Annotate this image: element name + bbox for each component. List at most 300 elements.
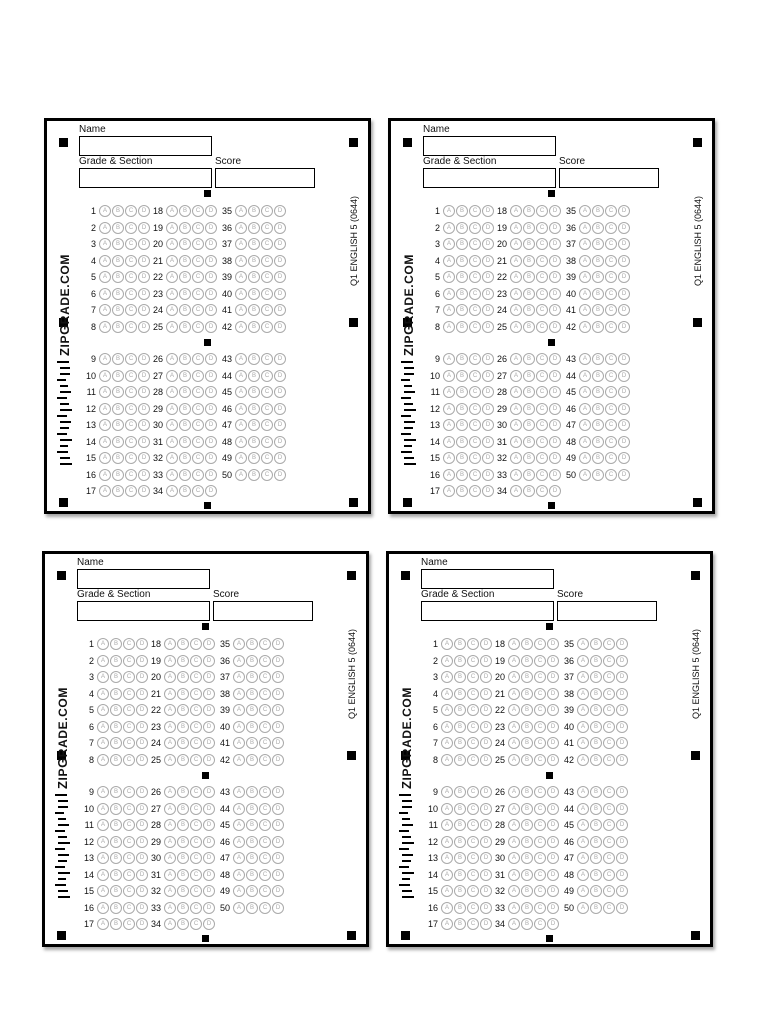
answer-bubble-b[interactable]: B <box>110 918 122 930</box>
answer-bubble-a[interactable]: A <box>97 869 109 881</box>
answer-bubble-c[interactable]: C <box>259 671 271 683</box>
answer-bubble-d[interactable]: D <box>138 452 150 464</box>
answer-bubble-a[interactable]: A <box>441 737 453 749</box>
answer-bubble-b[interactable]: B <box>456 321 468 333</box>
answer-bubble-a[interactable]: A <box>579 419 591 431</box>
answer-bubble-c[interactable]: C <box>534 655 546 667</box>
answer-bubble-c[interactable]: C <box>192 386 204 398</box>
answer-bubble-a[interactable]: A <box>443 288 455 300</box>
answer-bubble-a[interactable]: A <box>577 869 589 881</box>
answer-bubble-c[interactable]: C <box>603 754 615 766</box>
answer-bubble-b[interactable]: B <box>177 655 189 667</box>
answer-bubble-c[interactable]: C <box>467 885 479 897</box>
answer-bubble-c[interactable]: C <box>469 452 481 464</box>
answer-bubble-c[interactable]: C <box>261 469 273 481</box>
answer-bubble-c[interactable]: C <box>192 436 204 448</box>
answer-bubble-a[interactable]: A <box>164 704 176 716</box>
answer-bubble-b[interactable]: B <box>521 869 533 881</box>
answer-bubble-a[interactable]: A <box>441 671 453 683</box>
answer-bubble-c[interactable]: C <box>469 304 481 316</box>
answer-bubble-a[interactable]: A <box>233 852 245 864</box>
answer-bubble-b[interactable]: B <box>456 419 468 431</box>
answer-bubble-d[interactable]: D <box>480 737 492 749</box>
answer-bubble-b[interactable]: B <box>454 902 466 914</box>
answer-bubble-a[interactable]: A <box>577 704 589 716</box>
answer-bubble-d[interactable]: D <box>549 271 561 283</box>
answer-bubble-d[interactable]: D <box>480 885 492 897</box>
answer-bubble-d[interactable]: D <box>547 737 559 749</box>
answer-bubble-d[interactable]: D <box>274 419 286 431</box>
answer-bubble-c[interactable]: C <box>123 869 135 881</box>
answer-bubble-a[interactable]: A <box>235 452 247 464</box>
answer-bubble-d[interactable]: D <box>547 803 559 815</box>
answer-bubble-b[interactable]: B <box>521 852 533 864</box>
answer-bubble-a[interactable]: A <box>97 786 109 798</box>
answer-bubble-c[interactable]: C <box>190 885 202 897</box>
answer-bubble-a[interactable]: A <box>510 436 522 448</box>
answer-bubble-c[interactable]: C <box>261 321 273 333</box>
answer-bubble-c[interactable]: C <box>125 436 137 448</box>
answer-bubble-d[interactable]: D <box>138 288 150 300</box>
answer-bubble-a[interactable]: A <box>233 885 245 897</box>
answer-bubble-b[interactable]: B <box>456 271 468 283</box>
answer-bubble-b[interactable]: B <box>590 836 602 848</box>
answer-bubble-a[interactable]: A <box>233 688 245 700</box>
answer-bubble-d[interactable]: D <box>274 436 286 448</box>
answer-bubble-c[interactable]: C <box>192 321 204 333</box>
answer-bubble-c[interactable]: C <box>190 638 202 650</box>
answer-bubble-b[interactable]: B <box>456 469 468 481</box>
answer-bubble-c[interactable]: C <box>469 419 481 431</box>
answer-bubble-c[interactable]: C <box>192 370 204 382</box>
answer-bubble-b[interactable]: B <box>248 288 260 300</box>
answer-bubble-c[interactable]: C <box>603 803 615 815</box>
answer-bubble-d[interactable]: D <box>274 370 286 382</box>
answer-bubble-c[interactable]: C <box>467 737 479 749</box>
answer-bubble-a[interactable]: A <box>443 255 455 267</box>
answer-bubble-c[interactable]: C <box>605 271 617 283</box>
answer-bubble-a[interactable]: A <box>166 288 178 300</box>
answer-bubble-b[interactable]: B <box>246 786 258 798</box>
answer-bubble-a[interactable]: A <box>441 885 453 897</box>
answer-bubble-c[interactable]: C <box>190 688 202 700</box>
answer-bubble-b[interactable]: B <box>456 353 468 365</box>
answer-bubble-d[interactable]: D <box>272 786 284 798</box>
answer-bubble-b[interactable]: B <box>521 704 533 716</box>
answer-bubble-b[interactable]: B <box>112 452 124 464</box>
answer-bubble-b[interactable]: B <box>248 222 260 234</box>
answer-bubble-c[interactable]: C <box>123 786 135 798</box>
answer-bubble-c[interactable]: C <box>467 671 479 683</box>
answer-bubble-d[interactable]: D <box>549 485 561 497</box>
answer-bubble-c[interactable]: C <box>192 238 204 250</box>
answer-bubble-c[interactable]: C <box>605 419 617 431</box>
answer-bubble-d[interactable]: D <box>549 386 561 398</box>
answer-bubble-a[interactable]: A <box>508 655 520 667</box>
answer-bubble-a[interactable]: A <box>235 205 247 217</box>
answer-bubble-d[interactable]: D <box>138 419 150 431</box>
answer-bubble-b[interactable]: B <box>179 288 191 300</box>
answer-bubble-c[interactable]: C <box>192 452 204 464</box>
answer-bubble-c[interactable]: C <box>467 786 479 798</box>
answer-bubble-c[interactable]: C <box>603 852 615 864</box>
answer-bubble-d[interactable]: D <box>274 304 286 316</box>
answer-bubble-c[interactable]: C <box>603 671 615 683</box>
answer-bubble-b[interactable]: B <box>110 786 122 798</box>
answer-bubble-b[interactable]: B <box>523 370 535 382</box>
answer-bubble-a[interactable]: A <box>235 436 247 448</box>
answer-bubble-b[interactable]: B <box>521 803 533 815</box>
answer-bubble-d[interactable]: D <box>482 304 494 316</box>
answer-bubble-a[interactable]: A <box>579 205 591 217</box>
answer-bubble-a[interactable]: A <box>233 869 245 881</box>
answer-bubble-d[interactable]: D <box>203 885 215 897</box>
answer-bubble-b[interactable]: B <box>521 737 533 749</box>
answer-bubble-a[interactable]: A <box>166 304 178 316</box>
answer-bubble-c[interactable]: C <box>536 469 548 481</box>
answer-bubble-c[interactable]: C <box>123 902 135 914</box>
answer-bubble-b[interactable]: B <box>179 353 191 365</box>
answer-bubble-d[interactable]: D <box>203 704 215 716</box>
answer-bubble-d[interactable]: D <box>547 638 559 650</box>
answer-bubble-a[interactable]: A <box>441 688 453 700</box>
grade-section-field[interactable] <box>79 168 212 188</box>
answer-bubble-b[interactable]: B <box>112 370 124 382</box>
answer-bubble-b[interactable]: B <box>110 704 122 716</box>
answer-bubble-d[interactable]: D <box>272 836 284 848</box>
answer-bubble-b[interactable]: B <box>456 403 468 415</box>
answer-bubble-d[interactable]: D <box>138 238 150 250</box>
answer-bubble-d[interactable]: D <box>138 370 150 382</box>
answer-bubble-a[interactable]: A <box>577 754 589 766</box>
answer-bubble-a[interactable]: A <box>164 786 176 798</box>
answer-bubble-d[interactable]: D <box>618 353 630 365</box>
answer-bubble-c[interactable]: C <box>261 205 273 217</box>
answer-bubble-d[interactable]: D <box>482 452 494 464</box>
answer-bubble-b[interactable]: B <box>456 222 468 234</box>
answer-bubble-c[interactable]: C <box>261 370 273 382</box>
answer-bubble-d[interactable]: D <box>549 370 561 382</box>
answer-bubble-c[interactable]: C <box>261 288 273 300</box>
answer-bubble-b[interactable]: B <box>454 704 466 716</box>
answer-bubble-c[interactable]: C <box>605 353 617 365</box>
answer-bubble-b[interactable]: B <box>248 353 260 365</box>
answer-bubble-a[interactable]: A <box>164 737 176 749</box>
answer-bubble-d[interactable]: D <box>549 436 561 448</box>
answer-bubble-c[interactable]: C <box>469 238 481 250</box>
answer-bubble-c[interactable]: C <box>467 688 479 700</box>
answer-bubble-a[interactable]: A <box>97 638 109 650</box>
answer-bubble-a[interactable]: A <box>441 754 453 766</box>
answer-bubble-a[interactable]: A <box>166 222 178 234</box>
answer-bubble-b[interactable]: B <box>112 205 124 217</box>
answer-bubble-b[interactable]: B <box>456 238 468 250</box>
answer-bubble-b[interactable]: B <box>456 288 468 300</box>
answer-bubble-a[interactable]: A <box>99 436 111 448</box>
answer-bubble-b[interactable]: B <box>112 485 124 497</box>
answer-bubble-b[interactable]: B <box>177 786 189 798</box>
answer-bubble-d[interactable]: D <box>136 638 148 650</box>
answer-bubble-d[interactable]: D <box>480 836 492 848</box>
answer-bubble-c[interactable]: C <box>261 419 273 431</box>
answer-bubble-b[interactable]: B <box>110 655 122 667</box>
answer-bubble-b[interactable]: B <box>592 238 604 250</box>
answer-bubble-d[interactable]: D <box>549 321 561 333</box>
answer-bubble-b[interactable]: B <box>592 370 604 382</box>
answer-bubble-b[interactable]: B <box>454 918 466 930</box>
answer-bubble-d[interactable]: D <box>138 255 150 267</box>
answer-bubble-b[interactable]: B <box>592 222 604 234</box>
answer-bubble-c[interactable]: C <box>125 485 137 497</box>
answer-bubble-b[interactable]: B <box>112 271 124 283</box>
answer-bubble-b[interactable]: B <box>523 353 535 365</box>
answer-bubble-c[interactable]: C <box>534 786 546 798</box>
answer-bubble-b[interactable]: B <box>112 469 124 481</box>
answer-bubble-d[interactable]: D <box>482 386 494 398</box>
answer-bubble-b[interactable]: B <box>112 403 124 415</box>
answer-bubble-d[interactable]: D <box>482 271 494 283</box>
answer-bubble-c[interactable]: C <box>190 819 202 831</box>
answer-bubble-d[interactable]: D <box>138 353 150 365</box>
answer-bubble-a[interactable]: A <box>579 255 591 267</box>
answer-bubble-a[interactable]: A <box>97 902 109 914</box>
answer-bubble-a[interactable]: A <box>166 485 178 497</box>
answer-bubble-b[interactable]: B <box>592 403 604 415</box>
answer-bubble-c[interactable]: C <box>469 353 481 365</box>
answer-bubble-b[interactable]: B <box>592 321 604 333</box>
answer-bubble-b[interactable]: B <box>521 786 533 798</box>
answer-bubble-b[interactable]: B <box>248 255 260 267</box>
answer-bubble-c[interactable]: C <box>259 737 271 749</box>
answer-bubble-a[interactable]: A <box>510 321 522 333</box>
answer-bubble-b[interactable]: B <box>248 386 260 398</box>
answer-bubble-a[interactable]: A <box>235 321 247 333</box>
answer-bubble-b[interactable]: B <box>521 836 533 848</box>
answer-bubble-b[interactable]: B <box>523 419 535 431</box>
answer-bubble-c[interactable]: C <box>467 721 479 733</box>
answer-bubble-c[interactable]: C <box>605 304 617 316</box>
answer-bubble-d[interactable]: D <box>618 238 630 250</box>
answer-bubble-d[interactable]: D <box>618 205 630 217</box>
answer-bubble-b[interactable]: B <box>177 852 189 864</box>
answer-bubble-c[interactable]: C <box>259 885 271 897</box>
answer-bubble-a[interactable]: A <box>233 786 245 798</box>
answer-bubble-d[interactable]: D <box>203 671 215 683</box>
answer-bubble-d[interactable]: D <box>482 485 494 497</box>
answer-bubble-c[interactable]: C <box>192 222 204 234</box>
answer-bubble-d[interactable]: D <box>549 238 561 250</box>
answer-bubble-d[interactable]: D <box>549 222 561 234</box>
answer-bubble-c[interactable]: C <box>261 238 273 250</box>
answer-bubble-d[interactable]: D <box>482 370 494 382</box>
answer-bubble-a[interactable]: A <box>443 321 455 333</box>
answer-bubble-b[interactable]: B <box>523 485 535 497</box>
answer-bubble-c[interactable]: C <box>534 704 546 716</box>
grade-section-field[interactable] <box>77 601 210 621</box>
answer-bubble-c[interactable]: C <box>534 688 546 700</box>
answer-bubble-a[interactable]: A <box>233 671 245 683</box>
answer-bubble-b[interactable]: B <box>177 869 189 881</box>
answer-bubble-c[interactable]: C <box>190 671 202 683</box>
answer-bubble-a[interactable]: A <box>508 852 520 864</box>
answer-bubble-b[interactable]: B <box>179 403 191 415</box>
answer-bubble-b[interactable]: B <box>246 803 258 815</box>
answer-bubble-b[interactable]: B <box>110 638 122 650</box>
answer-bubble-c[interactable]: C <box>123 885 135 897</box>
answer-bubble-b[interactable]: B <box>177 803 189 815</box>
answer-bubble-c[interactable]: C <box>190 786 202 798</box>
answer-bubble-d[interactable]: D <box>272 704 284 716</box>
answer-bubble-c[interactable]: C <box>467 803 479 815</box>
answer-bubble-c[interactable]: C <box>125 288 137 300</box>
answer-bubble-d[interactable]: D <box>616 737 628 749</box>
answer-bubble-a[interactable]: A <box>99 238 111 250</box>
answer-bubble-d[interactable]: D <box>203 737 215 749</box>
answer-bubble-c[interactable]: C <box>469 222 481 234</box>
answer-bubble-a[interactable]: A <box>233 819 245 831</box>
answer-bubble-d[interactable]: D <box>205 452 217 464</box>
answer-bubble-d[interactable]: D <box>274 288 286 300</box>
answer-bubble-d[interactable]: D <box>549 419 561 431</box>
answer-bubble-b[interactable]: B <box>179 370 191 382</box>
answer-bubble-a[interactable]: A <box>443 419 455 431</box>
answer-bubble-d[interactable]: D <box>480 754 492 766</box>
answer-bubble-c[interactable]: C <box>603 836 615 848</box>
answer-bubble-a[interactable]: A <box>579 436 591 448</box>
answer-bubble-b[interactable]: B <box>177 704 189 716</box>
answer-bubble-c[interactable]: C <box>259 721 271 733</box>
answer-bubble-c[interactable]: C <box>125 452 137 464</box>
answer-bubble-c[interactable]: C <box>605 370 617 382</box>
answer-bubble-d[interactable]: D <box>203 902 215 914</box>
answer-bubble-a[interactable]: A <box>235 271 247 283</box>
answer-bubble-c[interactable]: C <box>603 721 615 733</box>
answer-bubble-a[interactable]: A <box>510 386 522 398</box>
answer-bubble-b[interactable]: B <box>523 403 535 415</box>
answer-bubble-c[interactable]: C <box>190 721 202 733</box>
answer-bubble-c[interactable]: C <box>469 255 481 267</box>
answer-bubble-b[interactable]: B <box>248 436 260 448</box>
answer-bubble-c[interactable]: C <box>536 419 548 431</box>
answer-bubble-a[interactable]: A <box>166 419 178 431</box>
answer-bubble-c[interactable]: C <box>469 370 481 382</box>
answer-bubble-a[interactable]: A <box>508 803 520 815</box>
answer-bubble-a[interactable]: A <box>164 902 176 914</box>
answer-bubble-d[interactable]: D <box>616 638 628 650</box>
answer-bubble-d[interactable]: D <box>618 255 630 267</box>
answer-bubble-d[interactable]: D <box>547 918 559 930</box>
answer-bubble-b[interactable]: B <box>110 852 122 864</box>
answer-bubble-a[interactable]: A <box>508 638 520 650</box>
answer-bubble-d[interactable]: D <box>482 436 494 448</box>
answer-bubble-b[interactable]: B <box>523 222 535 234</box>
answer-bubble-b[interactable]: B <box>456 205 468 217</box>
answer-bubble-d[interactable]: D <box>616 819 628 831</box>
answer-bubble-c[interactable]: C <box>123 721 135 733</box>
answer-bubble-d[interactable]: D <box>547 869 559 881</box>
answer-bubble-d[interactable]: D <box>547 885 559 897</box>
answer-bubble-c[interactable]: C <box>603 869 615 881</box>
answer-bubble-d[interactable]: D <box>480 638 492 650</box>
answer-bubble-a[interactable]: A <box>508 737 520 749</box>
answer-bubble-c[interactable]: C <box>536 288 548 300</box>
answer-bubble-d[interactable]: D <box>274 386 286 398</box>
answer-bubble-b[interactable]: B <box>177 671 189 683</box>
answer-bubble-b[interactable]: B <box>592 353 604 365</box>
answer-bubble-d[interactable]: D <box>136 803 148 815</box>
answer-bubble-b[interactable]: B <box>177 918 189 930</box>
answer-bubble-b[interactable]: B <box>523 452 535 464</box>
answer-bubble-d[interactable]: D <box>203 819 215 831</box>
answer-bubble-c[interactable]: C <box>261 436 273 448</box>
answer-bubble-c[interactable]: C <box>192 205 204 217</box>
answer-bubble-b[interactable]: B <box>590 885 602 897</box>
answer-bubble-c[interactable]: C <box>469 436 481 448</box>
answer-bubble-b[interactable]: B <box>523 288 535 300</box>
answer-bubble-b[interactable]: B <box>454 852 466 864</box>
answer-bubble-c[interactable]: C <box>536 370 548 382</box>
answer-bubble-c[interactable]: C <box>536 436 548 448</box>
answer-bubble-d[interactable]: D <box>274 205 286 217</box>
answer-bubble-d[interactable]: D <box>205 469 217 481</box>
answer-bubble-b[interactable]: B <box>248 238 260 250</box>
answer-bubble-b[interactable]: B <box>590 754 602 766</box>
answer-bubble-a[interactable]: A <box>508 688 520 700</box>
answer-bubble-c[interactable]: C <box>467 704 479 716</box>
answer-bubble-a[interactable]: A <box>164 671 176 683</box>
grade-section-field[interactable] <box>423 168 556 188</box>
score-field[interactable] <box>557 601 657 621</box>
answer-bubble-b[interactable]: B <box>592 436 604 448</box>
answer-bubble-b[interactable]: B <box>112 386 124 398</box>
answer-bubble-b[interactable]: B <box>590 737 602 749</box>
answer-bubble-b[interactable]: B <box>590 671 602 683</box>
answer-bubble-c[interactable]: C <box>603 902 615 914</box>
answer-bubble-b[interactable]: B <box>590 803 602 815</box>
answer-bubble-a[interactable]: A <box>233 655 245 667</box>
answer-bubble-c[interactable]: C <box>125 403 137 415</box>
answer-bubble-a[interactable]: A <box>441 803 453 815</box>
answer-bubble-a[interactable]: A <box>510 271 522 283</box>
answer-bubble-d[interactable]: D <box>272 754 284 766</box>
answer-bubble-d[interactable]: D <box>482 469 494 481</box>
answer-bubble-c[interactable]: C <box>261 452 273 464</box>
answer-bubble-d[interactable]: D <box>274 469 286 481</box>
answer-bubble-c[interactable]: C <box>123 803 135 815</box>
answer-bubble-d[interactable]: D <box>480 688 492 700</box>
answer-bubble-a[interactable]: A <box>577 852 589 864</box>
answer-bubble-c[interactable]: C <box>536 321 548 333</box>
answer-bubble-b[interactable]: B <box>521 902 533 914</box>
answer-bubble-c[interactable]: C <box>192 353 204 365</box>
answer-bubble-d[interactable]: D <box>480 671 492 683</box>
answer-bubble-b[interactable]: B <box>592 271 604 283</box>
answer-bubble-d[interactable]: D <box>482 403 494 415</box>
answer-bubble-c[interactable]: C <box>605 222 617 234</box>
answer-bubble-c[interactable]: C <box>190 704 202 716</box>
answer-bubble-a[interactable]: A <box>164 869 176 881</box>
answer-bubble-b[interactable]: B <box>456 436 468 448</box>
answer-bubble-a[interactable]: A <box>441 638 453 650</box>
answer-bubble-d[interactable]: D <box>136 869 148 881</box>
answer-bubble-c[interactable]: C <box>259 819 271 831</box>
answer-bubble-b[interactable]: B <box>456 452 468 464</box>
answer-bubble-c[interactable]: C <box>534 918 546 930</box>
answer-bubble-c[interactable]: C <box>536 485 548 497</box>
answer-bubble-a[interactable]: A <box>508 786 520 798</box>
answer-bubble-a[interactable]: A <box>99 469 111 481</box>
answer-bubble-a[interactable]: A <box>233 737 245 749</box>
